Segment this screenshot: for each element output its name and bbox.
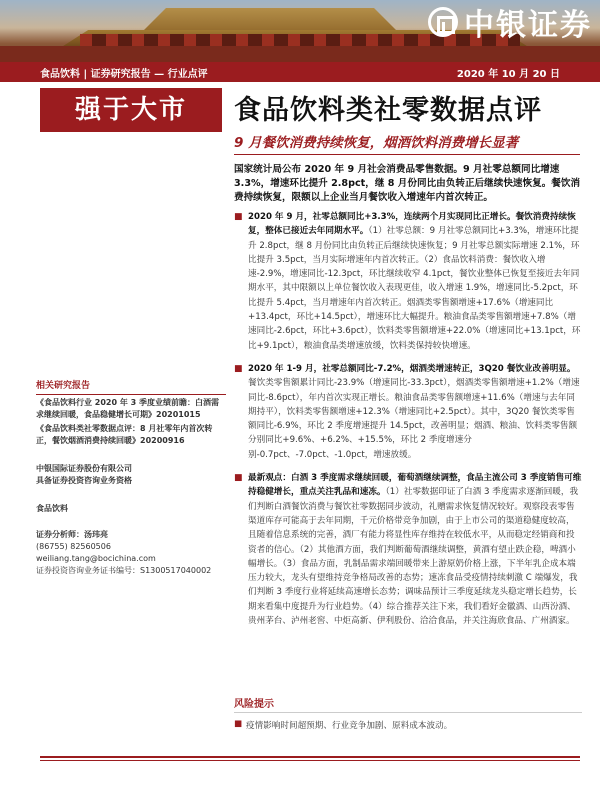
header-banner [0, 0, 600, 62]
rating-badge: 强于大市 [40, 88, 222, 132]
bullet-lead: 2020 年 1-9 月，社零总额同比-7.2%，烟酒类增速转正，3Q20 餐饮业改善明显。 [248, 363, 576, 374]
page-subtitle: 9 月餐饮消费持续恢复，烟酒饮料消费增长显著 [234, 131, 580, 155]
bullet-lead: 2020 年 9 月，社零总额同比+3.3%，连续两个月实现同比正增长。餐饮消费持续恢复，整体已接近去年同期水平。 [248, 212, 576, 237]
risk-text: 疫情影响时间超预期、行业竞争加剧、原料成本波动。 [246, 721, 453, 731]
analyst-certificate: 证券投资咨询业务证书编号：S1300517040002 [36, 566, 212, 575]
bullet-list [234, 210, 582, 637]
company-qualification: 具备证券投资咨询业务资格 [36, 476, 132, 485]
report-category: 食品饮料 | 证券研究报告 — 行业点评 [40, 68, 208, 80]
footer-divider [40, 756, 580, 758]
brand-name: 中银证券 [464, 8, 592, 43]
related-report-link[interactable]: 《食品饮料行业 2020 年 3 季度业绩前瞻：白酒需求继续回暖，食品稳健增长可期》20201015 [36, 398, 219, 419]
bullet-marker-icon: ■ [234, 363, 243, 374]
brand-logo [428, 2, 592, 42]
risk-heading: 风险提示 [234, 695, 582, 713]
bullet-item [234, 210, 582, 353]
related-reports-heading: 相关研究报告 [36, 381, 91, 391]
page-title: 食品饮料类社零数据点评 [234, 95, 542, 126]
sector-label: 食品饮料 [36, 504, 68, 513]
bullet-text: （1）社零数据印证了白酒 3 季度需求逐渐回暖，我们判断白酒餐饮消费与餐饮社零数据同步波动，礼赠需求恢复情况较好。观察段表零售渠道库存可能高于去年同期，千元价格带竞争加剧，由于上市公司的渠道稳健度较高，且随着信息系统的完善，酒厂有能力将显性库存维持在较低水平，从而稳定经销商和投资者的信心。（2）其他酒方面，我们判断葡萄酒继续调整，黄酒有望止跌企稳，啤酒小幅增长。（3）食品方面，乳制品需求端回暖带来上游原奶价格上涨，下半年乳企成本端压力较大，龙头有望维持竞争格局改善的态势；速冻食品受疫情持续刺激 C 端爆发，我们判断 3 季度行业将延续高速增长态势；调味品预计三季度延续龙头稳定增长趋势，长期来看集中度提升为行业趋势。（4）综合推荐关注下来，我们看好金徽酒、山西汾酒、贵州茅台、泸州老窖、中炬高新、伊利股份、洽洽食品，并关注海欣食品、广州酒家。 [248, 487, 579, 627]
analyst-email[interactable]: weiliang.tang@bocichina.com [36, 554, 156, 563]
footer-divider-thin [40, 760, 580, 761]
bullet-marker-icon: ■ [234, 719, 243, 729]
risk-item [234, 719, 582, 731]
sidebar-divider [36, 394, 226, 395]
bullet-marker-icon: ■ [234, 473, 243, 484]
risk-section [234, 695, 582, 731]
analyst-name: 证券分析师：汤玮亮 [36, 530, 108, 539]
banner-wall [0, 46, 600, 62]
bullet-lead: 最新观点：白酒 3 季度需求继续回暖，葡萄酒继续调整，食品主流公司 3 季度销售可维持稳健增长，重点关注乳品和速冻。 [248, 473, 582, 498]
bullet-marker-icon: ■ [234, 212, 243, 222]
bullet-text: （1）社零总额：9 月社零总额同比+3.3%，增速环比提升 2.8pct，继 8 月份同比由负转正后继续快速恢复；9 月社零总额实际增速 2.1%，环比提升 3.5pct，当月实际增速年内首次转正。（2）食品饮料消费：餐饮收入增速-2.9%，增速同比-12.3pct，环比继续收窄 4.1pct，餐饮业整体已恢复至接近去年同期水平，其中限额以上单位餐饮收入表现更佳，收入增速 1.9%，增速同比-5.2pct，环比提升 5.4pct，当月增速年内首次转正。烟酒类零售额增速+17.6%（增速同比+13.4pct，环比+14.5pct），增速环比大幅提升。粮油食品类零售额增速+7.8%（增速同比-2.6pct，环比+3.6pct），饮料类零售额增速+22.0%（增速同比+13.1pct，环比+9.1pct），粮油食品类增速放缓，饮料类保持较快增速。 [248, 226, 581, 351]
bullet-text: 餐饮类零售额累计同比-23.9%（增速同比-33.3pct），烟酒类零售额增速+1.2%（增速同比-8.6pct），年内首次实现正增长。粮油食品类零售额增速+11.6%（增速与去年同期持平），饮料类零售额增速+12.3%（增速同比+2.5pct）。其中，3Q20 餐饮类零售额同比-6.9%，环比 2 季度增速提升 14.5pct，改善明显；烟酒、粮油、饮料类零售额分别同比+9.6%、+6.2%、+15.5%，环比 2 季度增速分别-0.7pct、-7.0pct、-1.0pct，增速放缓。 [248, 378, 580, 460]
report-subheader [0, 62, 600, 82]
bullet-item [234, 362, 582, 462]
intro-paragraph: 国家统计局公布 2020 年 9 月社会消费品零售数据。9 月社零总额同比增速 3.3%，增速环比提升 2.8pct，继 8 月份同比由负转正后继续快速恢复。餐饮消费持续恢复，限额以上企业当月餐饮收入增速年内首次转正。 [234, 164, 581, 203]
bullet-item [234, 471, 582, 628]
report-date: 2020 年 10 月 20 日 [456, 68, 560, 80]
related-report-link[interactable]: 《食品饮料类社零数据点评：8 月社零年内首次转正，餐饮烟酒消费持续回暖》20200916 [36, 424, 213, 445]
bank-logo-icon [428, 7, 458, 37]
company-name: 中银国际证券股份有限公司 [36, 464, 132, 473]
sidebar [36, 380, 226, 577]
analyst-phone: (86755) 82560506 [36, 542, 111, 551]
